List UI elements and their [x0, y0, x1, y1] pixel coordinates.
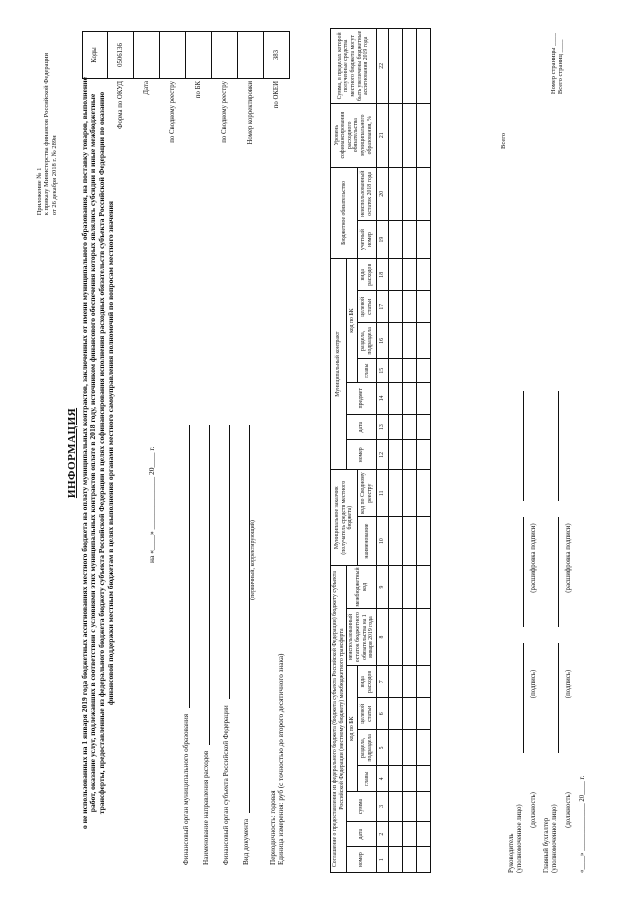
code-label: Форма по ОКУД: [116, 80, 124, 129]
field-label: Финансовый орган субъекта Российской Федерации: [221, 704, 230, 865]
code-label: Номер корректировки: [246, 80, 254, 145]
table-cell[interactable]: [388, 608, 402, 666]
table-cell[interactable]: [402, 258, 416, 290]
signatures-block: [508, 273, 587, 873]
table-cell[interactable]: [402, 821, 416, 847]
table-cell[interactable]: [416, 765, 430, 791]
table-cell[interactable]: [402, 665, 416, 697]
code-value: [160, 31, 186, 78]
codes-block: [82, 31, 290, 201]
table-cell[interactable]: [416, 382, 430, 414]
table-cell[interactable]: [416, 258, 430, 290]
table-cell[interactable]: [388, 220, 402, 258]
header-vid-2: вида расходов: [358, 258, 377, 290]
table-cell[interactable]: [402, 322, 416, 358]
table-cell[interactable]: [388, 765, 402, 791]
table-cell[interactable]: [402, 28, 416, 103]
table-cell[interactable]: [402, 414, 416, 440]
code-value: [238, 31, 264, 78]
field-label: Наименование направления расходов: [201, 750, 210, 865]
header-sum: сумма: [347, 791, 377, 821]
table-cell[interactable]: [388, 439, 402, 469]
table-cell[interactable]: [416, 665, 430, 697]
table-cell[interactable]: [388, 382, 402, 414]
col-num: 21: [376, 103, 388, 167]
table-cell[interactable]: [416, 608, 430, 666]
codes-header: Коды: [83, 31, 108, 78]
table-cell[interactable]: [402, 516, 416, 565]
header-date: дата: [347, 821, 377, 847]
table-cell[interactable]: [402, 765, 416, 791]
table-cell[interactable]: [388, 697, 402, 729]
field-label: Вид документа: [241, 818, 250, 865]
position-line[interactable]: [549, 643, 559, 753]
col-num: 3: [376, 791, 388, 821]
col-num: 14: [376, 382, 388, 414]
field-line[interactable]: [199, 425, 210, 745]
page-numbering: [550, 33, 565, 94]
header-agreement: Соглашение о предоставлении из федерального бюджета (бюджета субъекта Российской Федерации) бюджету субъекта Российской Федерации (местному бюджету) межбюджетного трансферта: [331, 565, 347, 872]
col-num: 4: [376, 765, 388, 791]
header-name: наименование: [358, 516, 377, 565]
header-fields: [170, 425, 285, 865]
field-label: Единица измерения: руб (с точностью до второго десятичного знака): [276, 653, 285, 865]
table-cell[interactable]: [388, 469, 402, 516]
table-cell[interactable]: [416, 322, 430, 358]
col-num: 15: [376, 358, 388, 381]
col-num: 17: [376, 290, 388, 322]
field-label: Периодичность: годовая: [268, 789, 277, 865]
field-hint: (первичный, корректирующий): [250, 519, 256, 600]
field-row: [190, 425, 210, 865]
table-row: [402, 28, 416, 872]
table-cell[interactable]: [388, 167, 402, 220]
header-contract-date: дата: [347, 414, 377, 440]
title-heading: ИНФОРМАЦИЯ: [66, 407, 78, 498]
table-cell[interactable]: [416, 439, 430, 469]
code-value: [134, 31, 160, 78]
signature-captions: [530, 273, 538, 873]
table-cell[interactable]: [416, 469, 430, 516]
header-kbk-2: код по БК: [347, 258, 358, 382]
appendix-line-2: к приказу Министерства финансов Российской Федерации: [43, 52, 51, 215]
header-svod: код по Сводному реестру: [358, 469, 377, 516]
name-line[interactable]: [549, 391, 559, 501]
table-cell[interactable]: [388, 414, 402, 440]
header-stat: целевой статьи: [358, 697, 377, 729]
header-sum-2019: Сумма, в пределах которой полученные средства местного бюджета могут быть увеличены бюджетные ассигнования 2019 года: [331, 28, 377, 103]
table-cell[interactable]: [388, 729, 402, 765]
table-cell[interactable]: [416, 821, 430, 847]
table-cell[interactable]: [416, 846, 430, 872]
table-cell[interactable]: [388, 565, 402, 608]
col-num: 8: [376, 608, 388, 666]
table-cell[interactable]: [402, 697, 416, 729]
header-contract: Муниципальный контракт: [331, 258, 347, 469]
signature-line[interactable]: [549, 517, 559, 627]
col-num: 11: [376, 469, 388, 516]
col-num: 6: [376, 697, 388, 729]
appendix-note: [36, 53, 58, 215]
accountant-label: Главный бухгалтер: [543, 817, 551, 873]
signature-line[interactable]: [514, 517, 524, 627]
header-glava: главы: [358, 765, 377, 791]
col-num: 10: [376, 516, 388, 565]
field-row: [210, 425, 230, 865]
caption-name: (расшифровка подписи): [529, 522, 537, 593]
table-cell[interactable]: [388, 28, 402, 103]
table-row: [416, 28, 430, 872]
table-cell[interactable]: [402, 608, 416, 666]
table-cell[interactable]: [388, 103, 402, 167]
table-cell[interactable]: [388, 665, 402, 697]
table-cell[interactable]: [402, 846, 416, 872]
caption-name: (расшифровка подписи): [565, 522, 573, 593]
table-cell[interactable]: [416, 729, 430, 765]
field-line[interactable]: [239, 425, 250, 813]
table-cell[interactable]: [416, 565, 430, 608]
col-num: 22: [376, 28, 388, 103]
code-value: [186, 31, 212, 78]
field-line[interactable]: [219, 425, 230, 699]
header-stat-2: целевой статьи: [358, 290, 377, 322]
field-row: [170, 425, 190, 865]
table-cell[interactable]: [416, 28, 430, 103]
table-cell[interactable]: [416, 791, 430, 821]
table-cell[interactable]: [402, 565, 416, 608]
col-num: 19: [376, 220, 388, 258]
table-cell[interactable]: [416, 290, 430, 322]
header-level: Уровень софинансирования расходного обязательства муниципального образования, %: [331, 103, 377, 167]
rotated-form-sheet: [30, 13, 610, 893]
name-line[interactable]: [514, 391, 524, 501]
table-cell[interactable]: [416, 103, 430, 167]
title-text: о не использованных на 1 января 2019 года бюджетных ассигнованиях местного бюджета на оплату муниципальных контрактов, заключенных от имени муниципального образования, на поставку товаров, выполнение работ, оказание услуг, подлежавших в соответствии с условиями этих муниципальных контрактов оплате в 2018 году, источником финансового обеспечения которых являлись субсидии и иные межбюджетные трансферты, предоставленные из федерального бюджета бюджету субъекта Российской Федерации в целях софинансирования исполнения расходных обязательств субъекта Российской Федерации по оказанию финансовой поддержки местным бюджетам в целях выполнения органами местного самоуправления полномочий по вопросам местного значения: [79, 76, 115, 829]
code-label: по ОКЕИ: [272, 80, 280, 108]
code-label: по Сводному реестру: [220, 80, 228, 143]
col-num: 18: [376, 258, 388, 290]
total-label: Всего: [500, 132, 507, 149]
col-num: 20: [376, 167, 388, 220]
col-num: 5: [376, 729, 388, 765]
table-cell[interactable]: [388, 258, 402, 290]
code-value: 383: [264, 31, 290, 78]
header-ost: неиспользованный остаток 2018 года: [358, 167, 377, 220]
head-sublabel: (уполномоченное лицо): [515, 803, 523, 873]
code-value: [212, 31, 238, 78]
table-cell[interactable]: [388, 846, 402, 872]
col-num: 12: [376, 439, 388, 469]
field-label: Финансовый орган муниципального образования: [181, 713, 190, 865]
col-num: 16: [376, 322, 388, 358]
table-cell[interactable]: [388, 791, 402, 821]
accountant-sublabel: (уполномоченное лицо): [551, 803, 559, 873]
code-label: по Сводному реестру: [168, 80, 176, 143]
code-value: 0506136: [108, 31, 134, 78]
position-line[interactable]: [514, 643, 524, 753]
table-cell[interactable]: [388, 516, 402, 565]
table-cell[interactable]: [402, 103, 416, 167]
table-row: [388, 28, 402, 872]
header-razdel: раздела, подраздела: [358, 729, 377, 765]
field-row: [230, 425, 250, 865]
caption-position: (должность): [529, 791, 537, 828]
caption-signature: (подпись): [565, 669, 573, 698]
header-uchet: учетный номер: [358, 220, 377, 258]
table-cell[interactable]: [402, 382, 416, 414]
appendix-line-1: Приложение № 1: [36, 167, 43, 215]
report-date-line: на «____» ______________ 20____ г.: [147, 446, 156, 563]
signature-captions: [565, 273, 573, 873]
appendix-line-3: от 26 декабря 2018 г. № 289н: [50, 134, 58, 215]
table-cell[interactable]: [402, 469, 416, 516]
header-number: номер: [347, 846, 377, 872]
table-cell[interactable]: [388, 290, 402, 322]
header-contract-number: номер: [347, 439, 377, 469]
code-label: по БК: [194, 80, 202, 98]
header-customer: Муниципальное заказчик (получатель средств местного бюджета): [331, 469, 358, 565]
table-cell[interactable]: [402, 167, 416, 220]
header-interbudget-code: межбюджетный код: [347, 565, 377, 608]
table-cell[interactable]: [402, 290, 416, 322]
table-cell[interactable]: [416, 220, 430, 258]
head-signature-row: [508, 273, 524, 873]
head-label: Руководитель: [508, 833, 515, 873]
table-cell[interactable]: [402, 439, 416, 469]
table-cell[interactable]: [402, 358, 416, 381]
table-cell[interactable]: [416, 414, 430, 440]
main-table: [330, 28, 431, 873]
table-cell[interactable]: [402, 729, 416, 765]
col-num: 9: [376, 565, 388, 608]
signature-date: «____» ______________ 20____ г.: [578, 775, 586, 873]
header-razdel-2: раздела, подраздела: [358, 322, 377, 358]
field-row: [257, 425, 277, 865]
table-cell[interactable]: [388, 322, 402, 358]
field-line[interactable]: [179, 425, 190, 708]
header-glava-2: главы: [358, 358, 377, 381]
column-number-row: [376, 28, 388, 872]
page-number: Номер страницы ____: [550, 32, 557, 94]
table-cell[interactable]: [416, 516, 430, 565]
accountant-signature-row: [543, 273, 559, 873]
header-subject: предмет: [347, 382, 377, 414]
col-num: 2: [376, 821, 388, 847]
code-label: Дата: [142, 80, 150, 95]
col-num: 7: [376, 665, 388, 697]
table-cell[interactable]: [402, 220, 416, 258]
header-unused: неиспользованный остаток бюджетного обязательства на 1 января 2019 года: [347, 608, 377, 666]
table-cell[interactable]: [388, 358, 402, 381]
header-kbk: код по БК: [347, 665, 358, 791]
col-num: 13: [376, 414, 388, 440]
caption-position: (должность): [565, 791, 573, 828]
col-num: 1: [376, 846, 388, 872]
header-vid: вида расходов: [358, 665, 377, 697]
header-obligation: Бюджетное обязательство: [331, 167, 358, 259]
table-cell[interactable]: [416, 358, 430, 381]
page-total: Всего страниц ____: [557, 38, 565, 94]
table-cell[interactable]: [388, 821, 402, 847]
caption-signature: (подпись): [529, 669, 537, 698]
table-cell[interactable]: [416, 697, 430, 729]
table-cell[interactable]: [416, 167, 430, 220]
table-cell[interactable]: [402, 791, 416, 821]
